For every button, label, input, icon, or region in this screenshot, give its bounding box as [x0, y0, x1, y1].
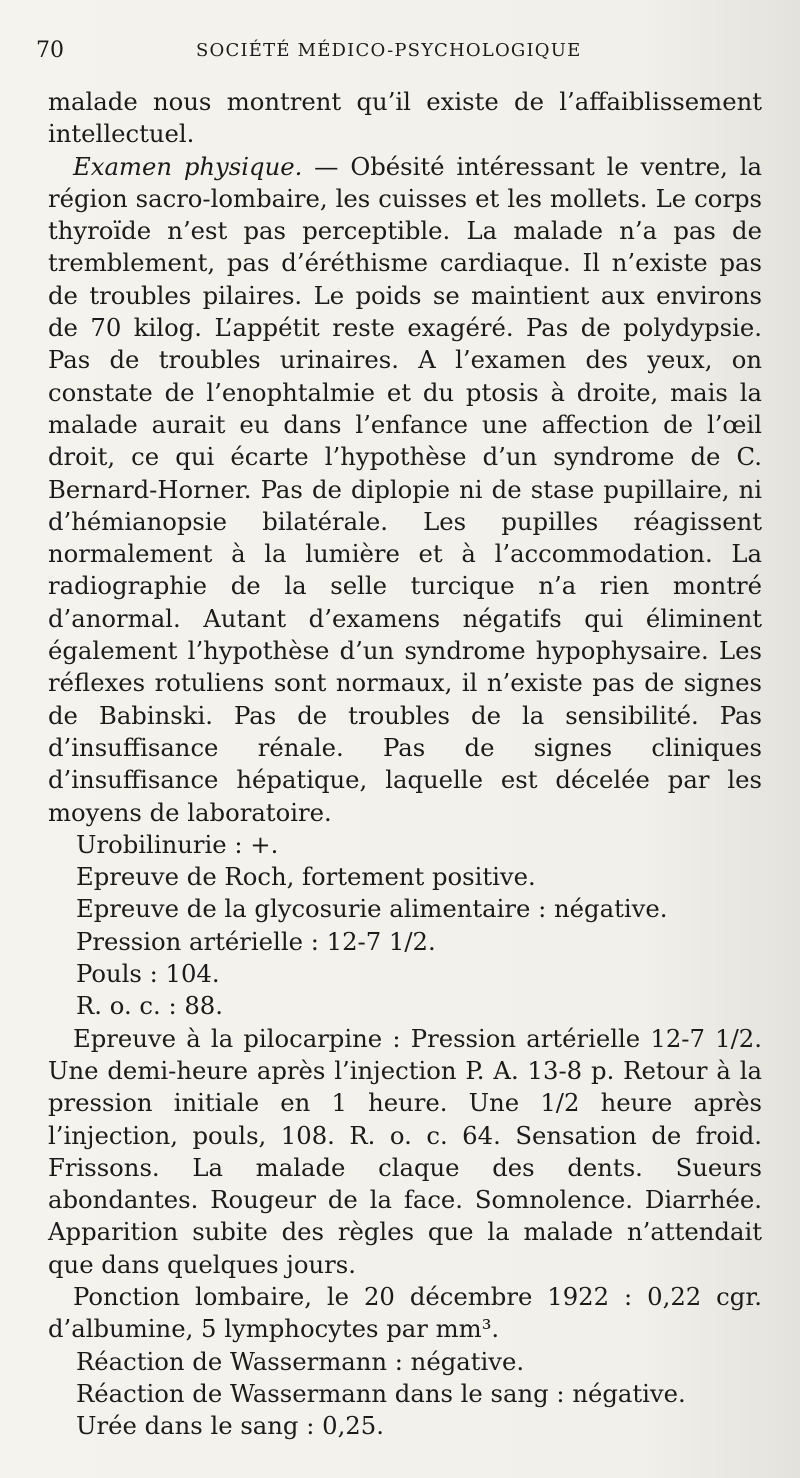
finding-line: Réaction de Wassermann : négative.: [76, 1346, 525, 1376]
finding-line: Pression artérielle : 12-7 1/2.: [76, 926, 436, 956]
finding-line: Epreuve de Roch, fortement positive.: [76, 862, 536, 892]
running-title: SOCIÉTÉ MÉDICO-PSYCHOLOGIQUE: [196, 40, 582, 61]
finding-line: Epreuve de la glycosurie alimentaire : négative.: [76, 894, 668, 924]
page-body: [48, 86, 762, 1442]
paragraph-text: — Obésité intéressant le ventre, la région sacro-lombaire, les cuisses et les mollets. Le corps thyroïde n’est pas perceptible. La malade n’a pas de tremblement, pas d’éréthisme cardiaque. Il n’existe pas de troubles pilaires. Le poids se maintient aux environs de 70 kilog. L’appétit reste exagéré. Pas de polydypsie. Pas de troubles urinaires. A l’examen des yeux, on constate de l’enophtalmie et du ptosis à droite, mais la malade aurait eu dans l’enfance une affection de l’œil droit, ce qui écarte l’hypothèse d’un syndrome de C. Bernard-Horner. Pas de diplopie ni de stase pupillaire, ni d’hémianopsie bilatérale. Les pupilles réagissent normalement à la lumière et à l’accommodation. La radiographie de la selle turcique n’a rien montré d’anormal. Autant d’examens négatifs qui éliminent également l’hypothèse d’un syndrome hypophysaire. Les réflexes rotuliens sont normaux, il n’existe pas de signes de Babinski. Pas de troubles de la sensibilité. Pas d’insuffisance rénale. Pas de signes cliniques d’insuffisance hépatique, laquelle est décelée par les moyens de laboratoire.: [48, 151, 763, 827]
finding-line: Urée dans le sang : 0,25.: [76, 1411, 384, 1441]
section-heading: Examen physique.: [73, 151, 303, 181]
page-header: [36, 38, 766, 68]
paragraph-continuation: malade nous montrent qu’il existe de l’affaiblissement intellectuel.: [48, 87, 762, 149]
paragraph-lumbar-puncture: Ponction lombaire, le 20 décembre 1922 : 0,22 cgr. d’albumine, 5 lymphocytes par mm³.: [48, 1281, 762, 1344]
paragraph-pilocarpine: Epreuve à la pilocarpine : Pression artérielle 12-7 1/2. Une demi-heure après l’injection P. A. 13-8 p. Retour à la pression initiale en 1 heure. Une 1/2 heure après l’injection, pouls, 108. R. o. c. 64. Sensation de froid. Frissons. La malade claque des dents. Sueurs abondantes. Rougeur de la face. Somnolence. Diarrhée. Apparition subite des règles que la malade n’attendait que dans quelques jours.: [48, 1023, 762, 1279]
paragraph-physical-exam: [48, 151, 762, 829]
finding-line: R. o. c. : 88.: [76, 991, 223, 1021]
finding-line: Réaction de Wassermann dans le sang : négative.: [76, 1378, 686, 1408]
finding-line: Urobilinurie : +.: [76, 829, 279, 859]
finding-line: Pouls : 104.: [76, 959, 220, 989]
page-number: 70: [36, 38, 64, 63]
